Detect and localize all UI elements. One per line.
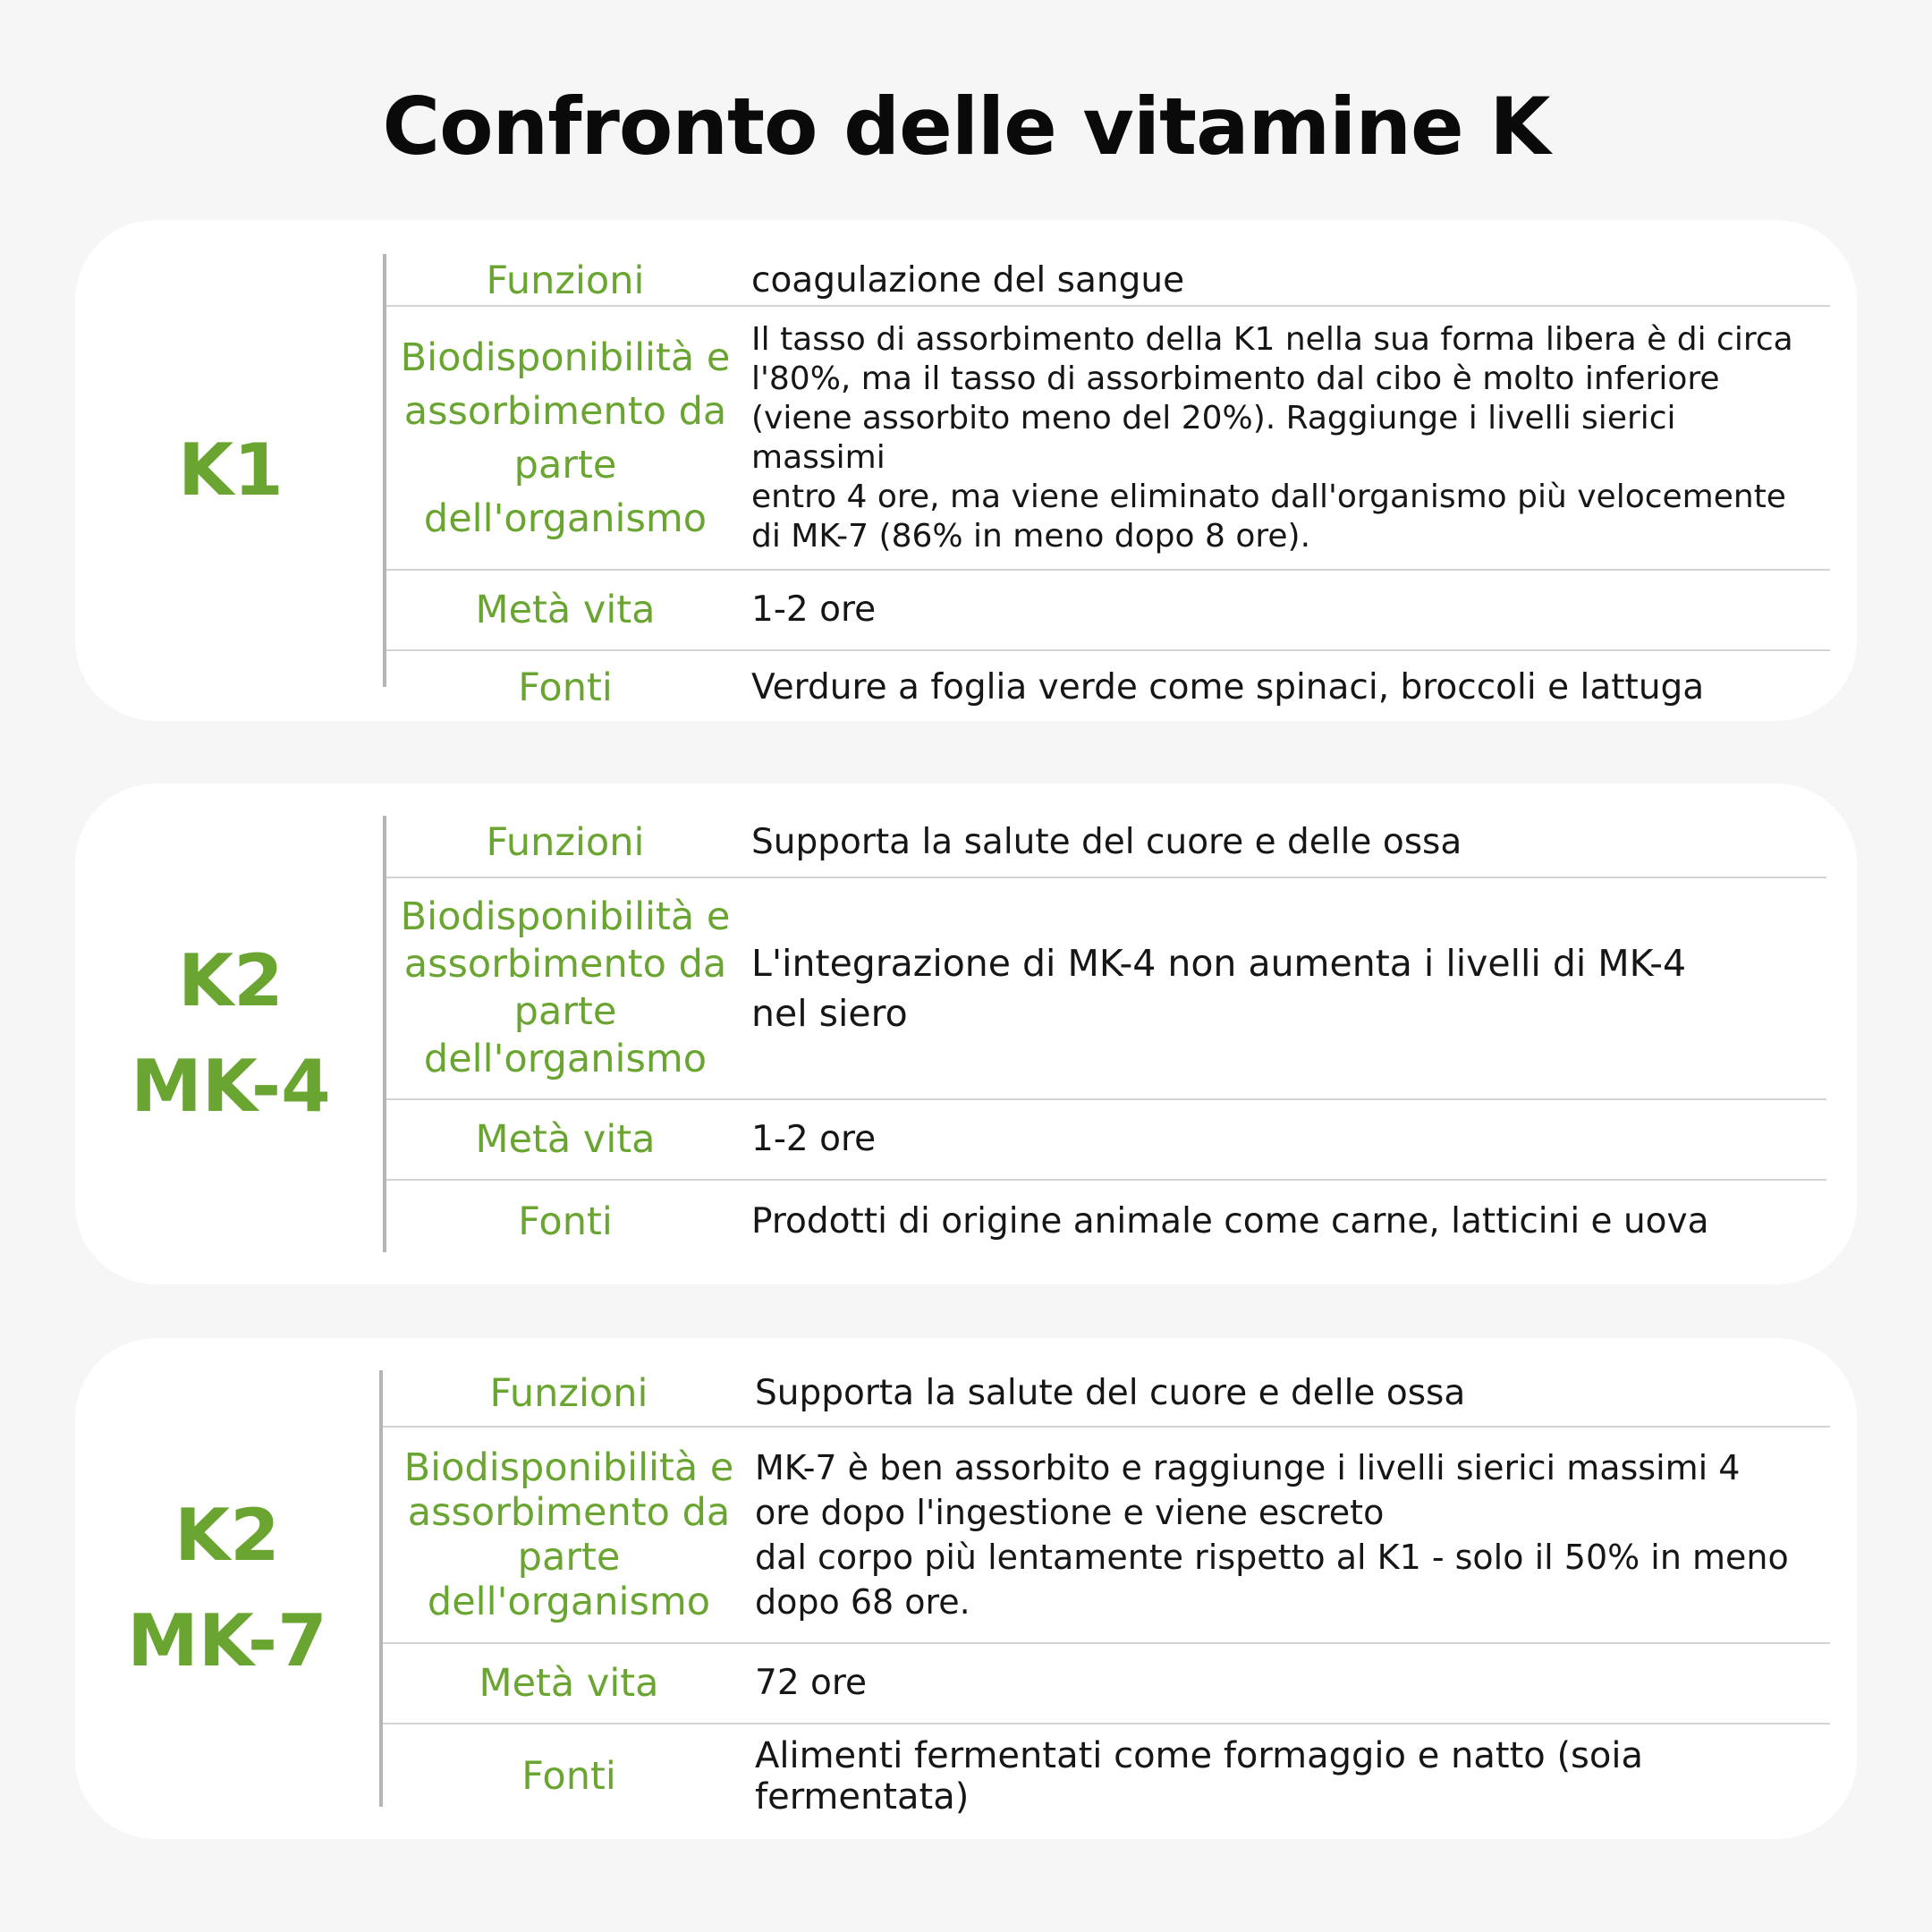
- row-header: Funzioni: [489, 1371, 648, 1416]
- row-meta-vita: [386, 1100, 1903, 1179]
- card-label-line: K2: [178, 939, 284, 1022]
- row-header: Metà vita: [475, 1117, 656, 1162]
- card-label-line: K1: [178, 428, 284, 512]
- card-label: [75, 220, 386, 721]
- row-header: Biodisponibilità e assorbimento da parte dell'organismo: [400, 894, 731, 1081]
- vertical-divider: [379, 1370, 383, 1807]
- row-value: 1-2 ore: [751, 1119, 877, 1159]
- row-funzioni: [390, 1351, 1857, 1436]
- row-value: Verdure a foglia verde come spinaci, broccoli e lattuga: [751, 667, 1705, 708]
- row-value: Prodotti di origine animale come carne, latticini e uova: [751, 1201, 1709, 1241]
- row-value: 72 ore: [755, 1663, 868, 1703]
- row-fonti: [386, 651, 1903, 724]
- card-label: [75, 1338, 379, 1839]
- row-header: Fonti: [521, 1754, 616, 1799]
- row-value: coagulazione del sangue: [751, 260, 1185, 301]
- row-meta-vita: [386, 571, 1903, 649]
- row-header: Metà vita: [475, 588, 656, 632]
- row-value: Supporta la salute del cuore e delle ossa: [755, 1373, 1466, 1413]
- row-header: Fonti: [518, 1199, 613, 1244]
- row-biodisponibilita: [390, 1428, 1857, 1642]
- row-value: MK-7 è ben assorbito e raggiunge i livelli sierici massimi 4 ore dopo l'ingestione e viene escreto dal corpo più lentamente rispetto al K1 - solo il 50% in meno dopo 68 ore.: [755, 1448, 1789, 1622]
- row-header: Metà vita: [479, 1661, 659, 1706]
- row-value: 1-2 ore: [751, 589, 877, 630]
- row-value: Il tasso di assorbimento della K1 nella sua forma libera è di circa l'80%, ma il tasso di assorbimento dal cibo è molto inferiore (viene assorbito meno del 20%). Raggiunge i livelli sierici massimi entro 4 ore, ma viene eliminato dall'organismo più velocemente di MK-7 (86% in meno dopo 8 ore).: [751, 321, 1793, 555]
- row-biodisponibilita: [386, 878, 1903, 1098]
- card-label: [75, 784, 386, 1284]
- card-label-line: MK-4: [131, 1045, 331, 1128]
- row-value: L'integrazione di MK-4 non aumenta i livelli di MK-4 nel siero: [751, 942, 1687, 1035]
- row-header: Biodisponibilità e assorbimento da parte dell'organismo: [400, 335, 731, 541]
- row-funzioni: [386, 238, 1903, 324]
- row-fonti: [390, 1724, 1857, 1828]
- row-header: Funzioni: [486, 258, 645, 303]
- card-k2-mk4: [75, 784, 1857, 1284]
- row-value: Supporta la salute del cuore e delle ossa: [751, 822, 1462, 862]
- row-fonti: [386, 1181, 1903, 1263]
- row-header: Funzioni: [486, 820, 645, 865]
- row-funzioni: [386, 800, 1903, 886]
- row-meta-vita: [390, 1644, 1857, 1723]
- card-k1: [75, 220, 1857, 721]
- card-k2-mk7: [75, 1338, 1857, 1839]
- row-header: Biodisponibilità e assorbimento da parte dell'organismo: [403, 1445, 734, 1624]
- row-value: Alimenti fermentati come formaggio e natto (soia fermentata): [755, 1735, 1643, 1818]
- page-title: Confronto delle vitamine K: [382, 80, 1550, 173]
- row-header: Fonti: [518, 665, 613, 710]
- row-biodisponibilita: [386, 313, 1853, 564]
- row-divider: [386, 305, 1830, 307]
- card-label-line: MK-7: [127, 1599, 327, 1682]
- card-label-line: K2: [174, 1494, 280, 1577]
